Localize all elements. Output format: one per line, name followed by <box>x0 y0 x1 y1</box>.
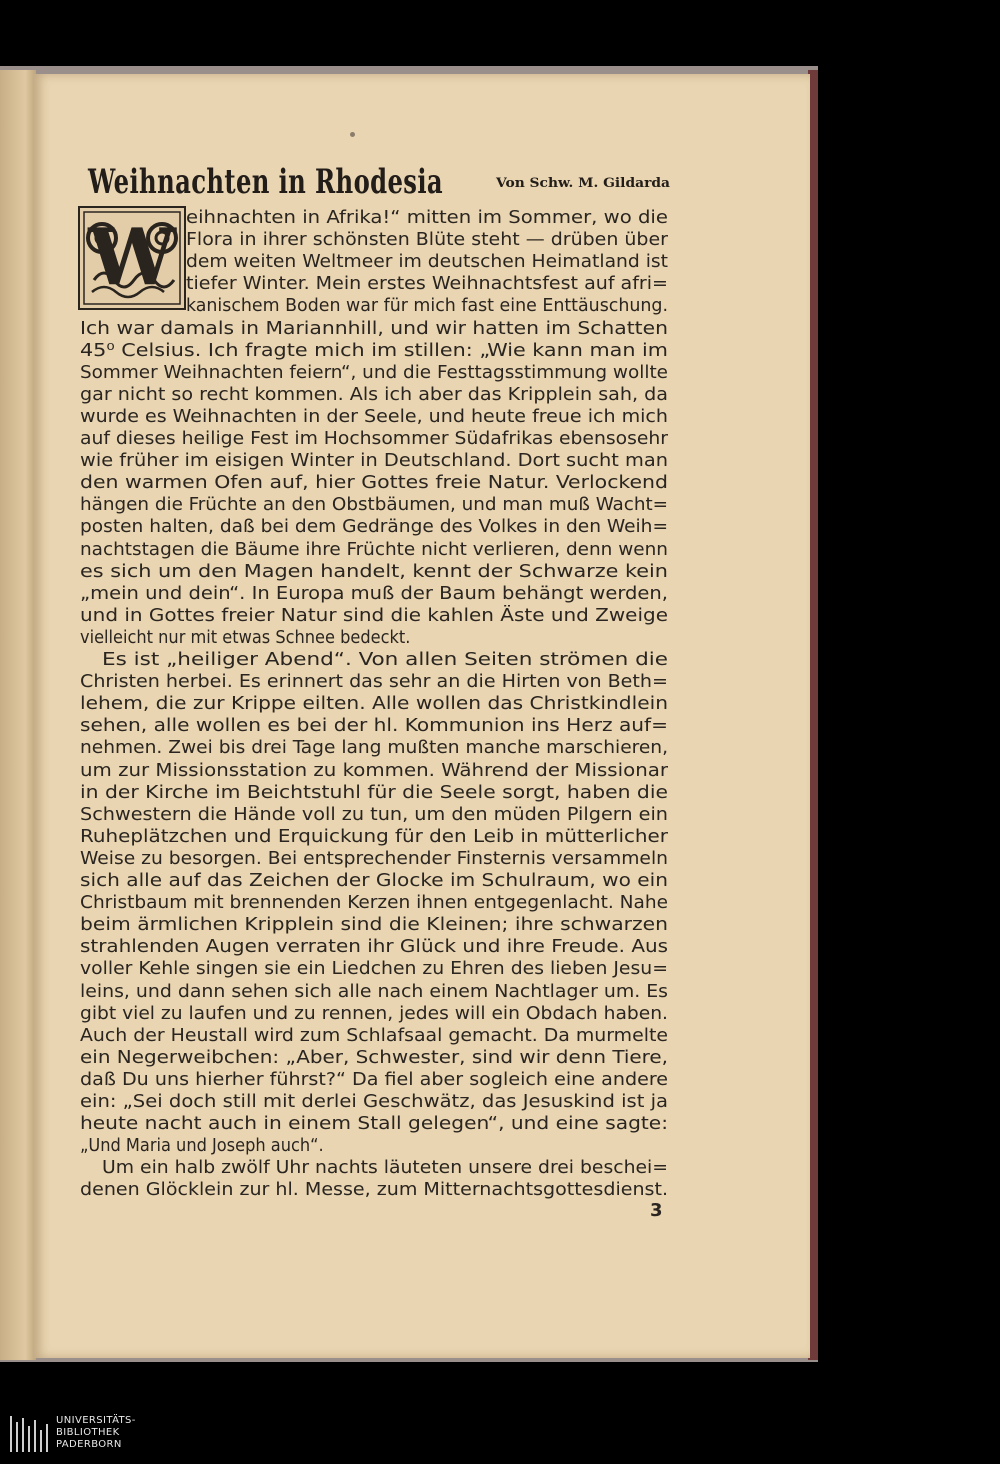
body-text-line: vielleicht nur mit etwas Schnee bedeckt. <box>80 626 411 648</box>
body-text-line: nachtstagen die Bäume ihre Früchte nicht verlieren, denn wenn <box>80 538 668 560</box>
body-text-line: Ruheplätzchen und Erquickung für den Leib in mütterlicher <box>80 825 668 847</box>
body-text-line: dem weiten Weltmeer im deutschen Heimatland ist <box>186 251 668 273</box>
library-logo-icon <box>10 1416 50 1452</box>
body-text-line: gibt viel zu laufen und zu rennen, jedes will ein Obdach haben. <box>80 1002 668 1024</box>
body-text-line: lehem, die zur Krippe eilten. Alle wollen das Christkindlein <box>80 693 669 715</box>
body-text-line: leins, und dann sehen sich alle nach einem Nachtlager um. Es <box>80 980 669 1002</box>
body-text-line: Ich war damals in Mariannhill, und wir hatten im Schatten <box>80 317 668 339</box>
body-text-line: Christbaum mit brennenden Kerzen ihnen entgegenlacht. Nahe <box>80 892 669 914</box>
body-text-line: „mein und dein“. In Europa muß der Baum behängt werden, <box>80 582 669 604</box>
body-text-line: auf dieses heilige Fest im Hochsommer Südafrikas ebensosehr <box>80 428 668 449</box>
scanned-page <box>34 74 810 1358</box>
logo-bar <box>16 1422 18 1452</box>
body-text-line: ein: „Sei doch still mit derlei Geschwätz, das Jesuskind ist ja <box>80 1091 669 1112</box>
left-page-edge <box>0 70 36 1360</box>
body-text-line: 45⁰ Celsius. Ich fragte mich im stillen: „Wie kann man im <box>80 339 668 361</box>
body-text-line: hängen die Früchte an den Obstbäumen, und man muß Wacht= <box>80 494 669 516</box>
body-text-line: Schwestern die Hände voll zu tun, um den müden Pilgern ein <box>80 803 668 825</box>
library-name <box>56 1415 136 1451</box>
logo-bar <box>10 1416 12 1452</box>
drop-cap-ornament-icon <box>80 208 184 308</box>
body-text-line: tiefer Winter. Mein erstes Weihnachtsfest auf afri= <box>186 273 669 295</box>
body-text-line: denen Glöcklein zur hl. Messe, zum Mitternachtsgottesdienst. <box>80 1179 669 1201</box>
library-footer <box>0 1400 1000 1464</box>
body-text-line: kanischem Boden war für mich fast eine Enttäuschung. <box>186 295 669 317</box>
body-text-line: sich alle auf das Zeichen der Glocke im Schulraum, wo ein <box>80 870 669 891</box>
article-byline: Von Schw. M. Gildarda <box>496 176 670 191</box>
body-text-line: Sommer Weihnachten feiern“, und die Festtagsstimmung wollte <box>80 361 668 383</box>
body-text-line: es sich um den Magen handelt, kennt der Schwarze kein <box>80 560 668 582</box>
body-text-line: posten halten, daß bei dem Gedränge des Volkes in den Weih= <box>80 516 669 538</box>
library-name-line: PADERBORN <box>56 1439 122 1450</box>
logo-bar <box>34 1420 36 1452</box>
logo-bar <box>28 1426 30 1452</box>
body-text-line: voller Kehle singen sie ein Liedchen zu Ehren des lieben Jesu= <box>80 958 668 980</box>
body-text-line: strahlenden Augen verraten ihr Glück und ihre Freude. Aus <box>80 936 669 958</box>
logo-bar <box>40 1430 42 1452</box>
body-text-line: Um ein halb zwölf Uhr nachts läuteten unsere drei beschei= <box>102 1157 669 1179</box>
page-number: 3 <box>650 1200 663 1221</box>
library-name-line: BIBLIOTHEK <box>56 1427 120 1438</box>
logo-bar <box>22 1418 24 1452</box>
body-text-line: ein Negerweibchen: „Aber, Schwester, sind wir denn Tiere, <box>80 1046 668 1068</box>
body-text-line: heute nacht auch in einem Stall gelegen“, und eine sagte: <box>80 1113 669 1135</box>
body-text-line: Christen herbei. Es erinnert das sehr an die Hirten von Beth= <box>80 671 668 693</box>
body-text-line: Flora in ihrer schönsten Blüte steht — drüben über <box>186 229 668 251</box>
body-text-line: Es ist „heiliger Abend“. Von allen Seiten strömen die <box>102 649 669 670</box>
ink-dot <box>350 132 355 137</box>
body-text-line: den warmen Ofen auf, hier Gottes freie Natur. Verlockend <box>80 472 668 494</box>
body-text-line: und in Gottes freier Natur sind die kahlen Äste und Zweige <box>80 604 669 626</box>
body-text-line: in der Kirche im Beichtstuhl für die Seele sorgt, haben die <box>80 781 668 803</box>
body-text-line: um zur Missionsstation zu kommen. Während der Missionar <box>80 759 669 781</box>
body-text-line: gar nicht so recht kommen. Als ich aber das Kripplein sah, da <box>80 383 668 405</box>
ornamental-drop-cap <box>78 206 186 310</box>
body-text-line: Auch der Heustall wird zum Schlafsaal gemacht. Da murmelte <box>80 1024 669 1046</box>
body-text-line: daß Du uns hierher führst?“ Da fiel aber sogleich eine andere <box>80 1068 669 1090</box>
body-text-line: Weise zu besorgen. Bei entsprechender Finsternis versammeln <box>80 847 668 869</box>
body-text-line: eihnachten in Afrika!“ mitten im Sommer, wo die <box>186 207 668 228</box>
body-text-line: „Und Maria und Joseph auch“. <box>80 1135 324 1157</box>
body-text-line: sehen, alle wollen es bei der hl. Kommunion ins Herz auf= <box>80 715 668 737</box>
body-text-line: nehmen. Zwei bis drei Tage lang mußten manche marschieren, <box>80 737 669 759</box>
article-title: Weihnachten in Rhodesia <box>88 162 444 202</box>
body-text-line: wurde es Weihnachten in der Seele, und heute freue ich mich <box>80 405 668 427</box>
body-text-line: beim ärmlichen Kripplein sind die Kleinen; ihre schwarzen <box>80 914 668 936</box>
body-text-line: wie früher im eisigen Winter in Deutschland. Dort sucht man <box>80 450 669 472</box>
logo-bar <box>46 1424 48 1452</box>
drop-cap-letter: W <box>88 212 176 303</box>
library-name-line: UNIVERSITÄTS- <box>56 1415 136 1426</box>
